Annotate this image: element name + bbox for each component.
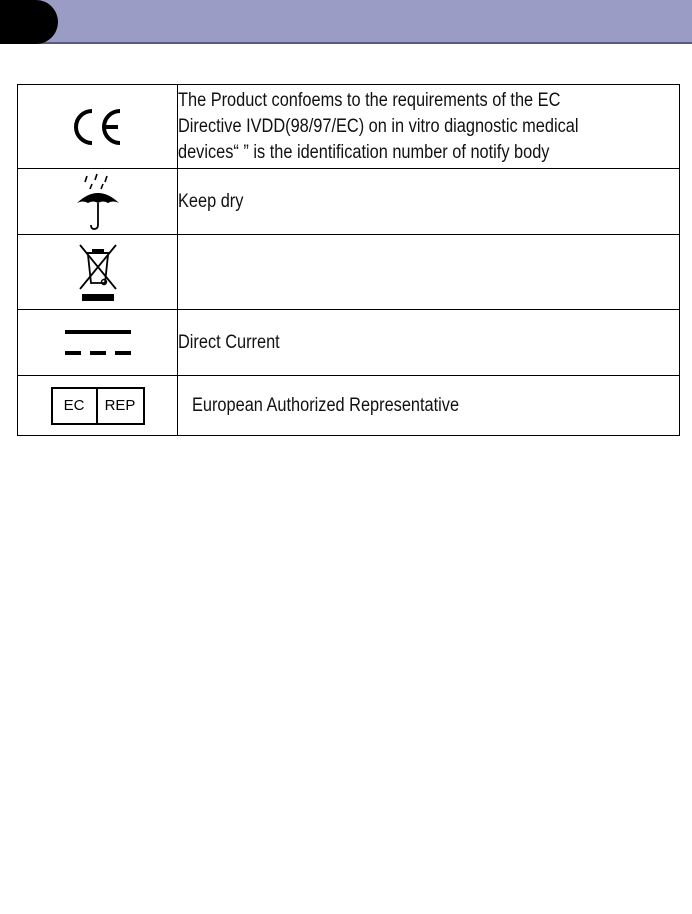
crossed-bin-icon [76,241,120,303]
table-row [18,310,680,376]
ec-rep-ec-label: EC [53,389,98,423]
ce-line-1: The Product confoems to the requirements of the EC [178,89,561,111]
symbol-cell [18,376,178,436]
symbol-cell [18,310,178,376]
direct-current-label: Direct Current [178,331,280,353]
symbols-table [17,84,680,436]
symbol-cell [18,169,178,235]
table-row [18,85,680,169]
symbol-cell [18,85,178,169]
ec-rep-icon [51,387,145,425]
table-row [18,169,680,235]
ce-line-3: devices“ ” is the identification number of notify body [178,141,550,163]
direct-current-icon [63,327,133,359]
table-row [18,235,680,310]
ce-line-2: Directive IVDD(98/97/EC) on in vitro diagnostic medical [178,115,579,137]
table-row [18,376,680,436]
umbrella-rain-icon [73,173,123,231]
eu-rep-label: European Authorized Representative [192,394,460,416]
keep-dry-label: Keep dry [178,190,244,212]
symbol-description [178,235,680,310]
symbol-description [178,310,680,376]
ce-mark-icon [68,107,128,147]
symbol-description [178,85,680,169]
symbol-description [178,376,680,436]
ec-rep-rep-label: REP [104,397,136,414]
symbol-cell [18,235,178,310]
header-tab [0,0,58,44]
symbol-description [178,169,680,235]
header-bar [0,0,692,44]
